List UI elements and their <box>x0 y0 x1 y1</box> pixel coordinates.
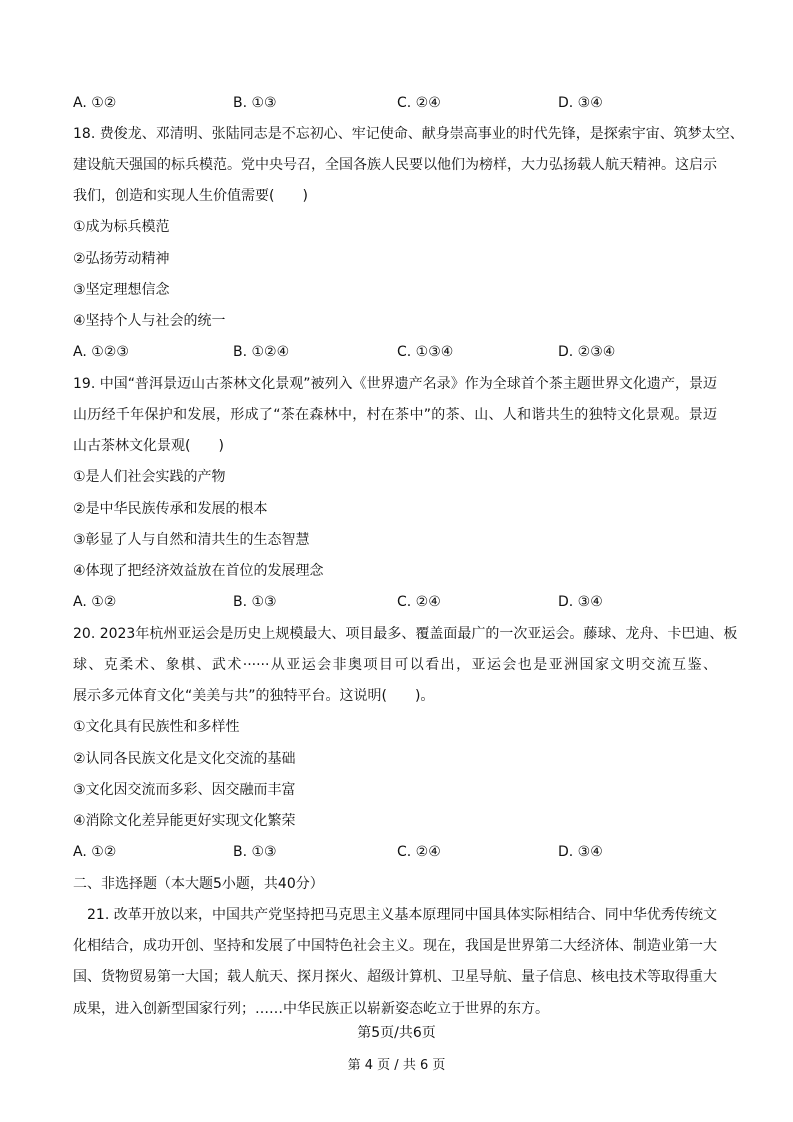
option-d: D. ③④ <box>558 95 603 111</box>
statement-item: ④体现了把经济效益放在首位的发展理念 <box>73 563 324 579</box>
question-stem-line: 18. 费俊龙、邓清明、张陆同志是不忘初心、牢记使命、献身崇高事业的时代先锋，是探索宇宙、筑梦太空、 <box>73 126 744 142</box>
q19-options <box>73 593 733 611</box>
statement-item: ③坚定理想信念 <box>73 282 170 298</box>
statement-item: ③文化因交流而多彩、因交融而丰富 <box>73 782 296 798</box>
question-stem-line: 我们，创造和实现人生价值需要( ) <box>73 188 308 204</box>
option-b: B. ①②④ <box>233 344 290 360</box>
statement-item: ②弘扬劳动精神 <box>73 251 170 267</box>
question-stem-line: 展示多元体育文化“美美与共”的独特平台。这说明( )。 <box>73 688 435 704</box>
question-stem-line: 山历经千年保护和发展，形成了“茶在森林中，村在茶中”的茶、山、人和谐共生的独特文化景观。景迈 <box>73 407 717 423</box>
option-b: B. ①③ <box>233 594 277 610</box>
option-d: D. ②③④ <box>558 344 616 360</box>
option-a: A. ①② <box>73 594 117 610</box>
statement-item: ②认同各民族文化是文化交流的基础 <box>73 751 296 767</box>
option-b: B. ①③ <box>233 95 277 111</box>
page-footer: 第 4 页 / 共 6 页 <box>347 1058 446 1073</box>
section-heading: 二、非选择题（本大题5小题，共40分） <box>73 876 324 892</box>
statement-item: ①文化具有民族性和多样性 <box>73 719 240 735</box>
option-c: C. ②④ <box>397 844 441 860</box>
statement-item: ②是中华民族传承和发展的根本 <box>73 501 268 517</box>
option-a: A. ①②③ <box>73 344 129 360</box>
option-d: D. ③④ <box>558 594 603 610</box>
option-c: C. ①③④ <box>397 344 454 360</box>
q17-options <box>73 94 733 112</box>
statement-item: ①成为标兵模范 <box>73 219 170 235</box>
question-stem-line: 球、克柔术、象棋、武术······从亚运会非奥项目可以看出，亚运会也是亚洲国家文明交流互鉴、 <box>73 657 717 673</box>
option-b: B. ①③ <box>233 844 277 860</box>
option-c: C. ②④ <box>397 95 441 111</box>
option-d: D. ③④ <box>558 844 603 860</box>
statement-item: ④坚持个人与社会的统一 <box>73 313 226 329</box>
question-stem-line: 20. 2023年杭州亚运会是历史上规模最大、项目最多、覆盖面最广的一次亚运会。藤球、龙舟、卡巴迪、板 <box>73 626 738 642</box>
inner-page-footer: 第5页/共6页 <box>357 1025 436 1041</box>
question-stem-line: 21. 改革开放以来，中国共产党坚持把马克思主义基本原理同中国具体实际相结合、同中华优秀传统文 <box>73 907 717 923</box>
question-stem-line: 19. 中国“普洱景迈山古茶林文化景观”被列入《世界遗产名录》作为全球首个茶主题世界文化遗产，景迈 <box>73 376 717 392</box>
option-a: A. ①② <box>73 844 117 860</box>
question-stem-line: 山古茶林文化景观( ) <box>73 438 224 454</box>
question-stem-line: 国、货物贸易第一大国；载人航天、探月探火、超级计算机、卫星导航、量子信息、核电技术等取得重大 <box>73 969 717 985</box>
question-stem-line: 成果，进入创新型国家行列；……中华民族正以崭新姿态屹立于世界的东方。 <box>73 1001 549 1017</box>
statement-item: ④消除文化差异能更好实现文化繁荣 <box>73 813 296 829</box>
question-stem-line: 化相结合，成功开创、坚持和发展了中国特色社会主义。现在，我国是世界第二大经济体、制造业第一大 <box>73 938 717 954</box>
statement-item: ③彰显了人与自然和清共生的生态智慧 <box>73 532 310 548</box>
option-a: A. ①② <box>73 95 117 111</box>
question-stem-line: 建设航天强国的标兵模范。党中央号召，全国各族人民要以他们为榜样，大力弘扬载人航天精神。这启示 <box>73 157 717 173</box>
q20-options <box>73 843 733 861</box>
statement-item: ①是人们社会实践的产物 <box>73 469 226 485</box>
q18-options <box>73 343 733 361</box>
option-c: C. ②④ <box>397 594 441 610</box>
